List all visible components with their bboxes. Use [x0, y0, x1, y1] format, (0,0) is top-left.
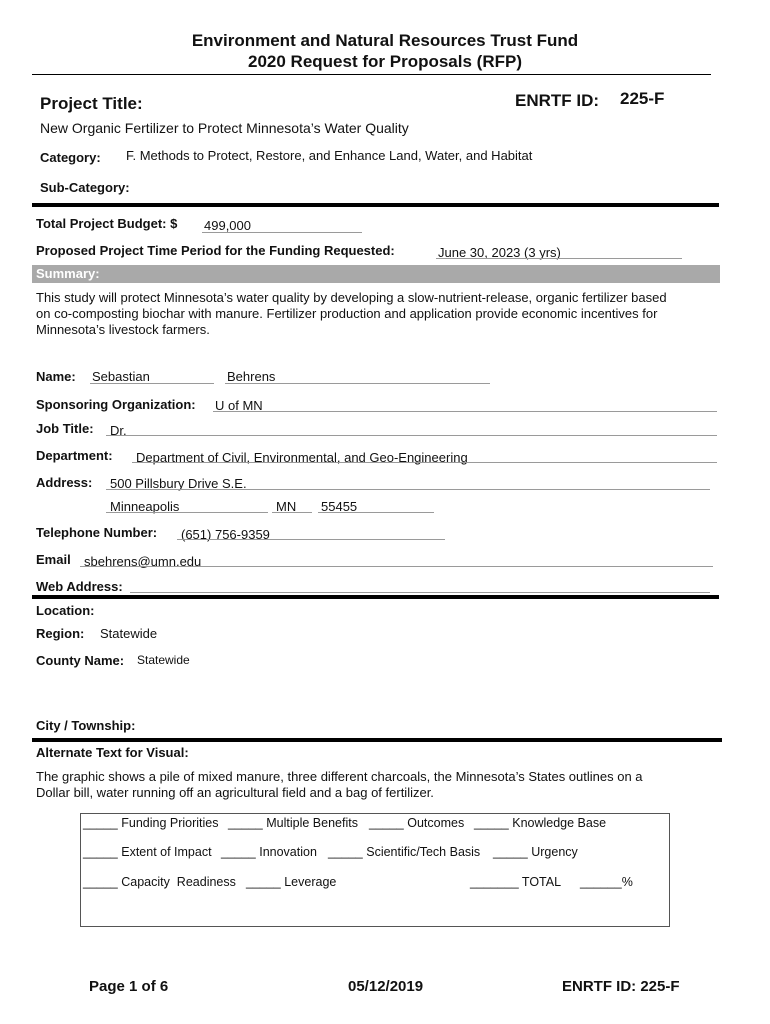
phone-value: (651) 756-9359 — [181, 527, 270, 542]
city-township-label: City / Township: — [36, 718, 136, 733]
county-label: County Name: — [36, 653, 125, 668]
region-value: Statewide — [100, 626, 158, 641]
zip-underline — [318, 512, 434, 513]
scoring-box — [80, 813, 670, 927]
budget-label: Total Project Budget: $ — [36, 216, 178, 231]
web-address-underline — [130, 592, 710, 593]
department-value: Department of Civil, Environmental, and Geo-Engineering — [136, 450, 468, 465]
budget-value: 499,000 — [204, 218, 251, 233]
email-value: sbehrens@umn.edu — [84, 554, 202, 569]
org-value: U of MN — [215, 398, 263, 413]
last-name-underline — [225, 383, 490, 384]
street-underline — [106, 489, 710, 490]
location-label: Location: — [36, 603, 95, 618]
score-percent: ______% — [580, 875, 633, 889]
score-outcomes: _____ Outcomes — [369, 816, 465, 830]
summary-bar — [32, 265, 720, 283]
first-name-value: Sebastian — [92, 369, 150, 384]
county-value: Statewide — [137, 653, 190, 667]
phone-underline — [177, 539, 445, 540]
period-label: Proposed Project Time Period for the Funding Requested: — [36, 243, 395, 258]
department-underline — [132, 462, 717, 463]
section-rule — [32, 203, 719, 207]
last-name-value: Behrens — [227, 369, 276, 384]
enrtf-id-value: 225-F — [620, 89, 665, 108]
score-leverage: _____ Leverage — [246, 875, 337, 889]
summary-line-1: This study will protect Minnesota’s water quality by developing a slow-nutrient-release, organic fertilizer based — [36, 290, 667, 305]
footer-id: ENRTF ID: 225-F — [562, 978, 680, 995]
contact-rule — [32, 595, 719, 599]
score-scientific-basis: _____ Scientific/Tech Basis — [328, 845, 481, 859]
summary-line-3: Minnesota’s livestock farmers. — [36, 322, 210, 337]
subcategory-label: Sub-Category: — [40, 180, 130, 195]
city-value: Minneapolis — [110, 499, 180, 514]
score-funding-priorities: _____ Funding Priorities — [83, 816, 219, 830]
budget-underline — [202, 232, 362, 233]
address-label: Address: — [36, 475, 93, 490]
job-title-label: Job Title: — [36, 421, 94, 436]
score-urgency: _____ Urgency — [493, 845, 578, 859]
summary-line-2: on co-composting biochar with manure. Fertilizer production and application provide economic incentives for — [36, 306, 658, 321]
enrtf-id-label: ENRTF ID: — [515, 91, 600, 110]
state-underline — [272, 512, 312, 513]
zip-value: 55455 — [321, 499, 358, 514]
summary-label: Summary: — [36, 266, 100, 281]
score-total: _______ TOTAL — [470, 875, 562, 889]
header-rule — [32, 74, 711, 75]
street-value: 500 Pillsbury Drive S.E. — [110, 476, 247, 491]
alt-text-line-1: The graphic shows a pile of mixed manure, three different charcoals, the Minnesota’s States outlines on a — [36, 769, 643, 784]
org-label: Sponsoring Organization: — [36, 397, 196, 412]
score-capacity-readiness: _____ Capacity Readiness — [83, 875, 236, 889]
period-underline — [436, 258, 682, 259]
period-value: June 30, 2023 (3 yrs) — [438, 245, 561, 260]
region-label: Region: — [36, 626, 85, 641]
footer-page: Page 1 of 6 — [89, 978, 169, 995]
category-value: F. Methods to Protect, Restore, and Enhance Land, Water, and Habitat — [126, 148, 533, 163]
alt-text-label: Alternate Text for Visual: — [36, 745, 189, 760]
header-title: Environment and Natural Resources Trust Fund — [191, 31, 579, 50]
email-underline — [80, 566, 713, 567]
category-label: Category: — [40, 150, 101, 165]
alt-text-line-2: Dollar bill, water running off an agricultural field and a bag of fertilizer. — [36, 785, 434, 800]
job-title-underline — [106, 435, 717, 436]
score-innovation: _____ Innovation — [221, 845, 317, 859]
city-underline — [106, 512, 268, 513]
job-title-value: Dr. — [110, 423, 127, 438]
score-knowledge-base: _____ Knowledge Base — [474, 816, 607, 830]
web-address-label: Web Address: — [36, 579, 123, 594]
department-label: Department: — [36, 448, 113, 463]
header-subtitle: 2020 Request for Proposals (RFP) — [248, 52, 522, 71]
location-rule — [32, 738, 722, 742]
project-title-value: New Organic Fertilizer to Protect Minnesota’s Water Quality — [40, 120, 409, 136]
score-extent-of-impact: _____ Extent of Impact — [83, 845, 212, 859]
state-value: MN — [276, 499, 297, 514]
project-title-label: Project Title: — [40, 94, 143, 113]
name-label: Name: — [36, 369, 76, 384]
footer-date: 05/12/2019 — [348, 978, 424, 995]
org-underline — [213, 411, 717, 412]
phone-label: Telephone Number: — [36, 525, 158, 540]
score-multiple-benefits: _____ Multiple Benefits — [228, 816, 358, 830]
first-name-underline — [90, 383, 214, 384]
email-label: Email — [36, 552, 71, 567]
